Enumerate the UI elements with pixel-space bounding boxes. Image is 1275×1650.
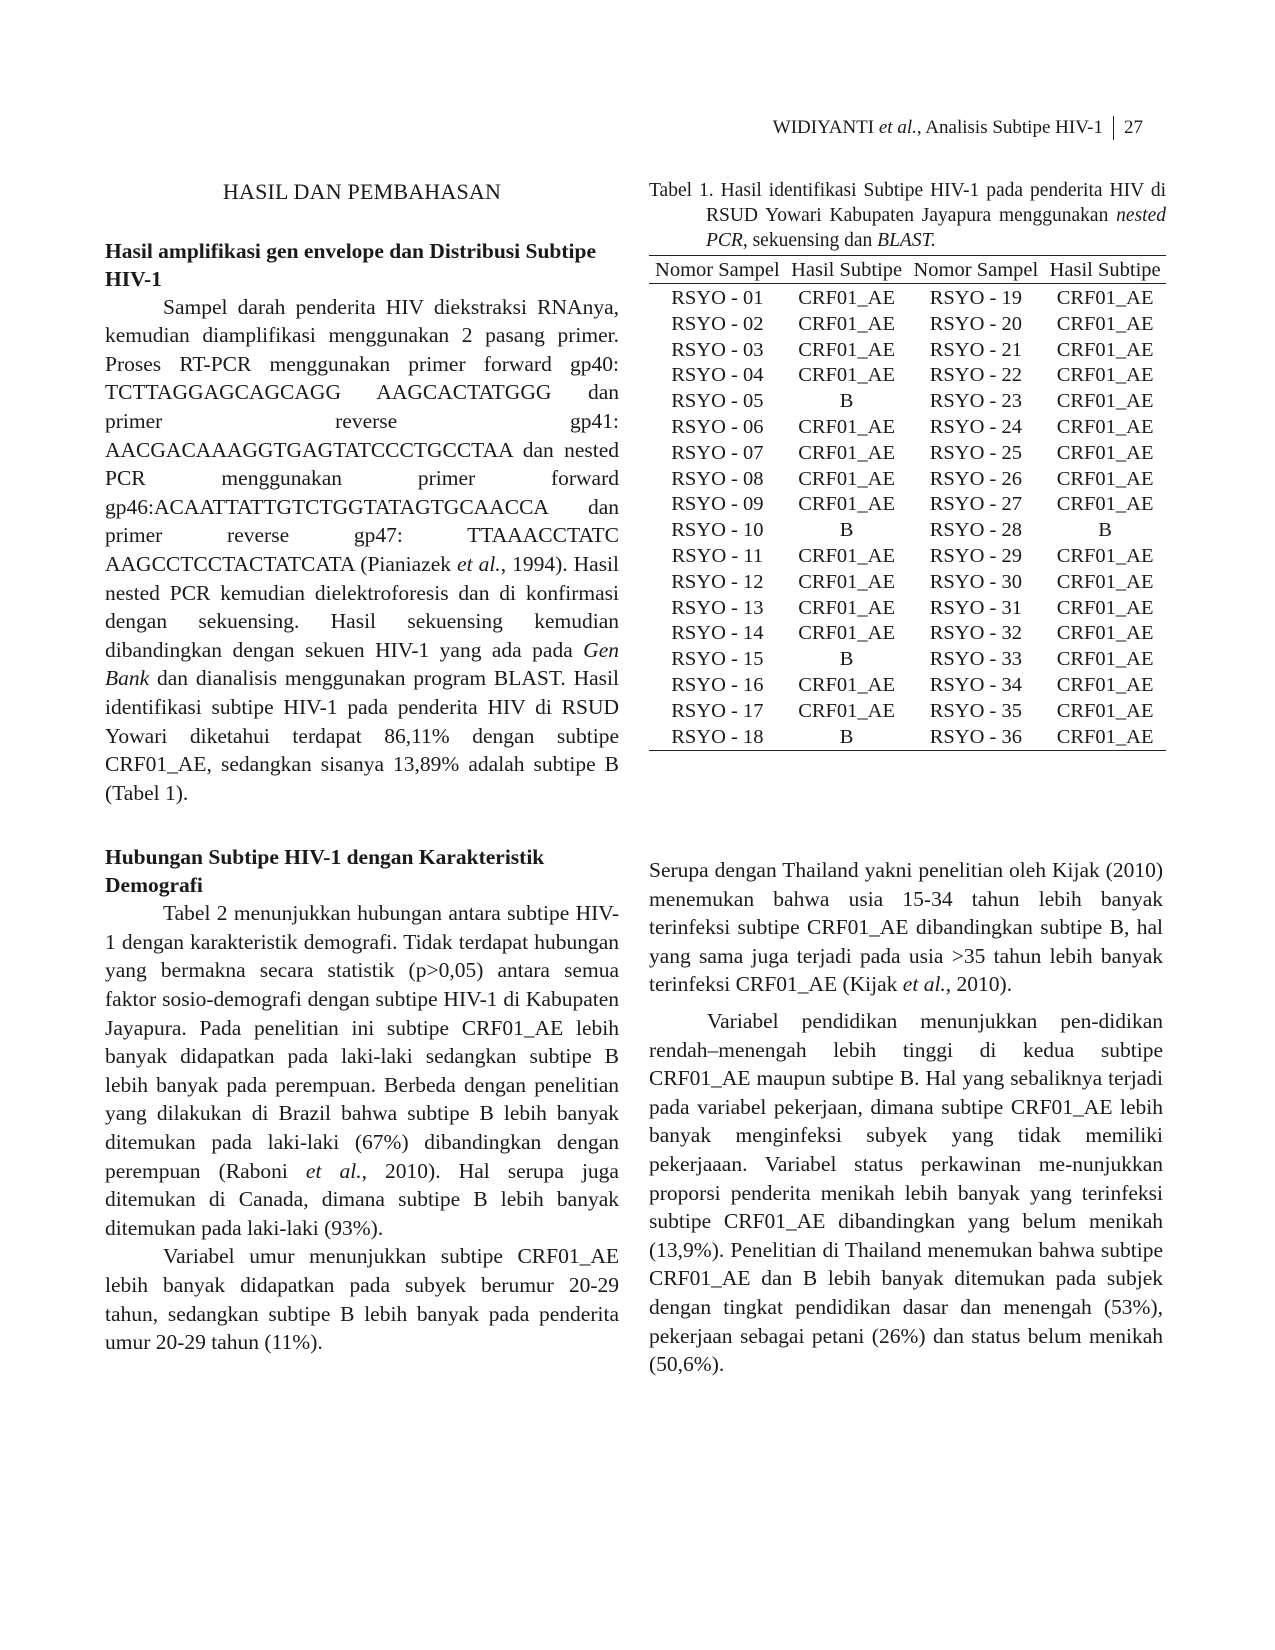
sample-number-cell: RSYO - 27	[929, 493, 1022, 516]
spacer	[105, 807, 619, 835]
subtype-cell: CRF01_AE	[1056, 544, 1154, 567]
header-divider	[1113, 116, 1114, 140]
table-row	[649, 492, 1166, 518]
spacer	[649, 999, 1163, 1007]
subheading-amplifikasi: Hasil amplifikasi gen envelope dan Distribusi Subtipe HIV-1	[105, 238, 597, 291]
table1-caption	[649, 178, 1166, 253]
table1	[649, 255, 1166, 751]
sample-number-cell: RSYO - 25	[929, 441, 1022, 464]
table-row	[649, 312, 1166, 338]
subtype-cell: CRF01_AE	[1056, 673, 1154, 696]
sample-number-cell: RSYO - 19	[929, 287, 1022, 309]
subtype-cell: CRF01_AE	[1056, 441, 1154, 464]
sample-number-cell: RSYO - 18	[671, 725, 764, 748]
sample-number-cell: RSYO - 10	[671, 519, 764, 542]
sample-number-cell: RSYO - 06	[671, 415, 764, 438]
paragraph-umur: Variabel umur menunjukkan subtipe CRF01_AE lebih banyak didapatkan pada subyek berumur 20-29 tahun, sedangkan subtipe B lebih banyak pada penderita umur 20-29 tahun (11%).	[105, 1244, 619, 1355]
subtype-cell: CRF01_AE	[798, 415, 896, 438]
paragraph-thailand-usia	[649, 856, 1163, 999]
sample-number-cell: RSYO - 07	[671, 441, 764, 464]
subtype-cell: B	[839, 390, 854, 413]
subtype-cell: CRF01_AE	[798, 544, 896, 567]
text-run: , sekuensing dan	[742, 230, 878, 251]
sample-number-cell: RSYO - 11	[671, 544, 764, 567]
subtype-cell: CRF01_AE	[1056, 312, 1154, 335]
sample-number-cell: RSYO - 20	[929, 312, 1022, 335]
sample-number-cell: RSYO - 31	[929, 596, 1022, 619]
table1-header-row	[649, 256, 1166, 284]
subtype-cell: CRF01_AE	[798, 673, 896, 696]
subtype-cell: CRF01_AE	[798, 287, 896, 309]
sample-number-cell: RSYO - 16	[671, 673, 764, 696]
subtype-cell: B	[839, 725, 854, 748]
table-row	[649, 725, 1166, 751]
subtype-cell: CRF01_AE	[798, 467, 896, 490]
spacer	[105, 835, 619, 843]
header-title	[773, 117, 1103, 139]
subtype-cell: CRF01_AE	[1056, 493, 1154, 516]
column-header: Nomor Sampel	[913, 259, 1039, 281]
sample-number-cell: RSYO - 33	[929, 648, 1022, 671]
table-row	[649, 389, 1166, 415]
table-row	[649, 441, 1166, 467]
subtype-cell: CRF01_AE	[1056, 415, 1154, 438]
page-number: 27	[1124, 117, 1143, 138]
subtype-cell: B	[839, 519, 854, 542]
subtype-cell: CRF01_AE	[1056, 648, 1154, 671]
sample-number-cell: RSYO - 15	[671, 648, 764, 671]
sample-number-cell: RSYO - 05	[671, 390, 764, 413]
table-row	[649, 673, 1166, 699]
table-row	[649, 647, 1166, 673]
subtype-cell: CRF01_AE	[1056, 338, 1154, 361]
subtype-cell: CRF01_AE	[798, 441, 896, 464]
sample-number-cell: RSYO - 23	[929, 390, 1022, 413]
table1-body	[649, 284, 1166, 751]
sample-number-cell: RSYO - 14	[671, 622, 764, 645]
header-etal: et al.	[878, 117, 917, 138]
subtype-cell: CRF01_AE	[798, 699, 896, 722]
column-header: Nomor Sampel	[655, 259, 780, 281]
sample-number-cell: RSYO - 24	[929, 415, 1022, 438]
text-run: , 2010).	[945, 972, 1013, 997]
subtype-cell: CRF01_AE	[1056, 364, 1154, 387]
subtype-cell: CRF01_AE	[1056, 725, 1154, 748]
subtype-cell: CRF01_AE	[1056, 570, 1154, 593]
subtype-cell: CRF01_AE	[798, 493, 896, 516]
table-row	[649, 570, 1166, 596]
subheading-demografi: Hubungan Subtipe HIV-1 dengan Karakteristik Demografi	[105, 845, 545, 898]
table-row	[649, 518, 1166, 544]
table-row	[649, 467, 1166, 493]
sample-number-cell: RSYO - 04	[671, 364, 764, 387]
running-header	[773, 116, 1143, 140]
column-header: Hasil Subtipe	[1049, 259, 1161, 281]
sample-number-cell: RSYO - 21	[929, 338, 1022, 361]
sample-number-cell: RSYO - 34	[929, 673, 1022, 696]
text-run-italic: Gen Bank	[105, 637, 619, 691]
subtype-cell: B	[1098, 519, 1112, 542]
header-author: WIDIYANTI	[772, 117, 875, 138]
subtype-cell: B	[839, 648, 854, 671]
subtype-cell: CRF01_AE	[1056, 390, 1154, 413]
text-run-italic: et al.	[305, 1158, 362, 1183]
text-run-italic: nested PCR	[706, 205, 1166, 251]
sample-number-cell: RSYO - 22	[929, 364, 1022, 387]
left-column	[105, 178, 619, 1357]
subtype-cell: CRF01_AE	[1056, 699, 1154, 722]
sample-number-cell: RSYO - 32	[929, 622, 1022, 645]
subtype-cell: CRF01_AE	[1056, 596, 1154, 619]
subtype-cell: CRF01_AE	[1056, 622, 1154, 645]
subtype-cell: CRF01_AE	[1056, 287, 1154, 309]
text-run-italic: BLAST.	[877, 230, 936, 251]
table-row	[649, 363, 1166, 389]
sample-number-cell: RSYO - 01	[671, 287, 764, 309]
subtype-cell: CRF01_AE	[798, 338, 896, 361]
section-title: HASIL DAN PEMBAHASAN	[222, 179, 502, 204]
text-run: Sampel darah penderita HIV diekstraksi RNAnya, kemudian diamplifikasi menggunakan 2 pasang primer. Proses RT-PCR menggunakan primer forward gp40: TCTTAGGAGCAGCAGG AAGCACTATGGG dan primer reverse gp41: AACGACAAAGGTGAGTATCCCTGCCTAA dan nested PCR menggunakan primer forward gp46:ACAATTATTGTCTGGTATAGTGCAACCA dan primer reverse gp47: TTAAACCTATC AAGCCTCCTACTATCATA (Pianiazek	[105, 294, 619, 576]
sample-number-cell: RSYO - 09	[671, 493, 764, 516]
text-run: , 1994). Hasil nested PCR kemudian dielektroforesis dan di konfirmasi dengan sekuensing. Hasil sekuensing kemudian dibandingkan dengan sekuen HIV-1 yang ada pada	[105, 551, 620, 662]
table-row	[649, 596, 1166, 622]
paragraph-amplifikasi	[105, 293, 619, 808]
column-header: Hasil Subtipe	[791, 259, 903, 281]
sample-number-cell: RSYO - 35	[929, 699, 1022, 722]
sample-number-cell: RSYO - 30	[929, 570, 1022, 593]
table1-block	[649, 178, 1166, 751]
subtype-cell: CRF01_AE	[1056, 467, 1154, 490]
table-row	[649, 338, 1166, 364]
table-row	[649, 284, 1166, 312]
subtype-cell: CRF01_AE	[798, 364, 896, 387]
text-run-italic: et al.	[457, 551, 501, 576]
sample-number-cell: RSYO - 03	[671, 338, 764, 361]
sample-number-cell: RSYO - 17	[671, 699, 764, 722]
sample-number-cell: RSYO - 12	[671, 570, 764, 593]
subtype-cell: CRF01_AE	[798, 596, 896, 619]
header-article-title: , Analisis Subtipe HIV-1	[916, 117, 1103, 138]
sample-number-cell: RSYO - 28	[929, 519, 1022, 542]
sample-number-cell: RSYO - 29	[929, 544, 1022, 567]
paragraph-tabel2	[105, 899, 619, 1242]
table-row	[649, 415, 1166, 441]
table-row	[649, 544, 1166, 570]
subtype-cell: CRF01_AE	[798, 622, 896, 645]
sample-number-cell: RSYO - 13	[671, 596, 764, 619]
sample-number-cell: RSYO - 26	[929, 467, 1022, 490]
text-run: Serupa dengan Thailand yakni penelitian oleh Kijak (2010) menemukan bahwa usia 15-34 tahun lebih banyak terinfeksi subtipe CRF01_AE dibandingkan subtipe B, hal yang sama juga terjadi pada usia >35 tahun lebih banyak terinfeksi CRF01_AE (Kijak	[649, 858, 1163, 997]
text-run: Tabel 1. Hasil identifikasi Subtipe HIV-1 pada penderita HIV di RSUD Yowari Kabupaten Jayapura menggunakan	[649, 180, 1166, 226]
text-run-italic: et al.	[902, 972, 946, 997]
sample-number-cell: RSYO - 08	[671, 467, 764, 490]
text-run: dan dianalisis menggunakan program BLAST. Hasil identifikasi subtipe HIV-1 pada penderita HIV di RSUD Yowari diketahui terdapat 86,11% dengan subtipe CRF01_AE, sedangkan sisanya 13,89% adalah subtipe B (Tabel 1).	[105, 666, 619, 805]
text-run: , 2010). Hal serupa juga ditemukan di Canada, dimana subtipe B lebih banyak ditemukan pada laki-laki (93%).	[105, 1158, 619, 1240]
text-run: Tabel 2 menunjukkan hubungan antara subtipe HIV-1 dengan karakteristik demografi. Tidak terdapat hubungan yang bermakna secara statistik (p>0,05) antara semua faktor sosio-demografi dengan subtipe HIV-1 di Kabupaten Jayapura. Pada penelitian ini subtipe CRF01_AE lebih banyak didapatkan pada laki-laki sedangkan subtipe B lebih banyak pada perempuan. Berbeda dengan penelitian yang dilakukan di Brazil bahwa subtipe B lebih banyak ditemukan pada laki-laki (67%) dibandingkan dengan perempuan (Raboni	[105, 901, 619, 1183]
sample-number-cell: RSYO - 02	[671, 312, 764, 335]
subtype-cell: CRF01_AE	[798, 312, 896, 335]
table-row	[649, 699, 1166, 725]
sample-number-cell: RSYO - 36	[929, 725, 1022, 748]
right-column	[649, 856, 1163, 1379]
table-row	[649, 621, 1166, 647]
subtype-cell: CRF01_AE	[798, 570, 896, 593]
paragraph-pendidikan: Variabel pendidikan menunjukkan pen-didikan rendah–menengah lebih tinggi di kedua subtipe CRF01_AE maupun subtipe B. Hal yang sebaliknya terjadi pada variabel pekerjaan, dimana subtipe CRF01_AE lebih banyak menginfeksi subyek yang tidak memiliki pekerjaaan. Variabel status perkawinan me-nunjukkan proporsi penderita menikah lebih banyak yang terinfeksi subtipe CRF01_AE dibandingkan yang belum menikah (13,9%). Penelitian di Thailand menemukan bahwa subtipe CRF01_AE dan B lebih banyak ditemukan pada subjek dengan tingkat pendidikan dasar dan menengah (53%), pekerjaan sebagai petani (26%) dan status belum menikah (50,6%).	[649, 1008, 1163, 1377]
